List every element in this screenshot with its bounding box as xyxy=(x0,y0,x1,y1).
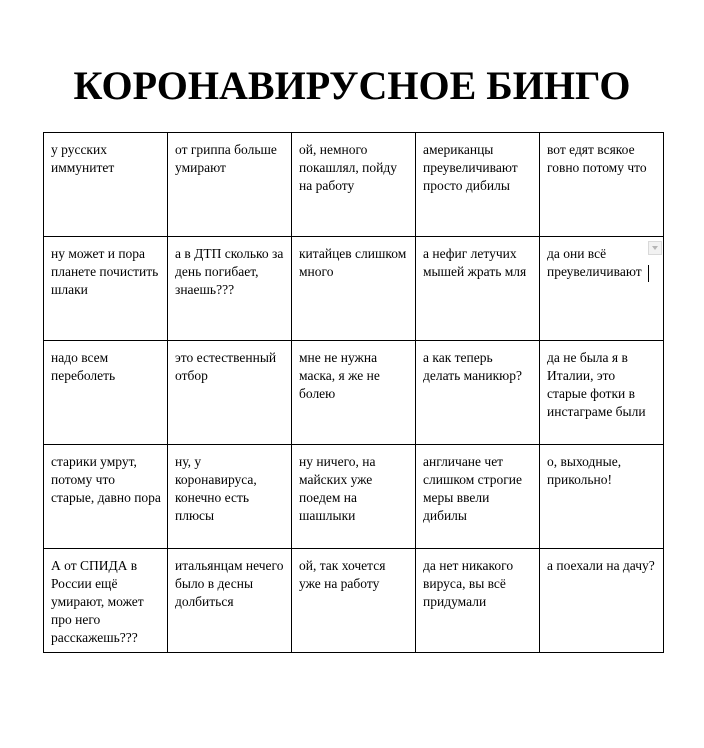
bingo-cell-text: вот едят всякое говно потому что xyxy=(547,142,647,175)
bingo-cell-text: ну, у коронавируса, конечно есть плюсы xyxy=(175,454,257,523)
bingo-cell-text: от гриппа больше умирают xyxy=(175,142,277,175)
bingo-row xyxy=(44,341,664,445)
bingo-cell-text: а поехали на дачу? xyxy=(547,558,655,573)
bingo-cell[interactable] xyxy=(416,445,540,549)
bingo-cell[interactable] xyxy=(168,341,292,445)
bingo-cell-text: старики умрут, потому что старые, давно пора xyxy=(51,454,161,505)
bingo-cell-text: А от СПИДА в России ещё умирают, может про него расскажешь??? xyxy=(51,558,144,645)
bingo-cell-text: итальянцам нечего было в десны долбиться xyxy=(175,558,284,609)
bingo-cell[interactable] xyxy=(416,341,540,445)
bingo-cell[interactable] xyxy=(44,341,168,445)
bingo-cell-text: англичане чет слишком строгие меры ввели дибилы xyxy=(423,454,522,523)
bingo-cell[interactable] xyxy=(44,133,168,237)
page-title: КОРОНАВИРУСНОЕ БИНГО xyxy=(73,63,631,108)
bingo-cell[interactable] xyxy=(44,549,168,653)
bingo-cell[interactable] xyxy=(416,237,540,341)
bingo-cell[interactable] xyxy=(292,133,416,237)
bingo-cell-text: да не была я в Италии, это старые фотки в инстаграме были xyxy=(547,350,646,419)
bingo-cell[interactable] xyxy=(540,549,664,653)
bingo-cell-text: да они всё преувеличивают xyxy=(547,246,642,279)
bingo-cell[interactable] xyxy=(292,237,416,341)
bingo-cell[interactable] xyxy=(416,133,540,237)
bingo-row xyxy=(44,237,664,341)
bingo-cell-text: ой, немного покашлял, пойду на работу xyxy=(299,142,397,193)
bingo-cell[interactable] xyxy=(168,445,292,549)
bingo-cell-text: ну ничего, на майских уже поедем на шашлыки xyxy=(299,454,376,523)
bingo-cell[interactable] xyxy=(168,133,292,237)
bingo-row xyxy=(44,445,664,549)
bingo-cell[interactable] xyxy=(540,237,664,341)
text-cursor xyxy=(648,265,649,282)
bingo-cell[interactable] xyxy=(168,237,292,341)
bingo-cell-text: ну может и пора планете почистить шлаки xyxy=(51,246,159,297)
bingo-cell-text: мне не нужна маска, я же не болею xyxy=(299,350,380,401)
bingo-cell-text: а в ДТП сколько за день погибает, знаешь??? xyxy=(175,246,284,297)
bingo-grid xyxy=(43,132,664,653)
bingo-cell[interactable] xyxy=(540,133,664,237)
bingo-cell[interactable] xyxy=(416,549,540,653)
bingo-cell[interactable] xyxy=(292,341,416,445)
bingo-cell-text: да нет никакого вируса, вы всё придумали xyxy=(423,558,514,609)
bingo-cell[interactable] xyxy=(168,549,292,653)
chevron-down-icon[interactable] xyxy=(648,241,662,255)
bingo-cell[interactable] xyxy=(292,549,416,653)
bingo-cell[interactable] xyxy=(540,341,664,445)
bingo-cell-text: надо всем переболеть xyxy=(51,350,116,383)
bingo-cell[interactable] xyxy=(44,445,168,549)
bingo-cell-text: китайцев слишком много xyxy=(299,246,407,279)
bingo-row xyxy=(44,549,664,653)
bingo-cell[interactable] xyxy=(292,445,416,549)
bingo-cell-text: американцы преувеличивают просто дибилы xyxy=(423,142,518,193)
bingo-row xyxy=(44,133,664,237)
bingo-cell[interactable] xyxy=(44,237,168,341)
bingo-cell[interactable] xyxy=(540,445,664,549)
bingo-cell-text: о, выходные, прикольно! xyxy=(547,454,622,487)
bingo-cell-text: а нефиг летучих мышей жрать мля xyxy=(423,246,527,279)
bingo-cell-text: ой, так хочется уже на работу xyxy=(299,558,386,591)
bingo-cell-text: это естественный отбор xyxy=(175,350,277,383)
bingo-cell-text: а как теперь делать маникюр? xyxy=(423,350,522,383)
bingo-cell-text: у русских иммунитет xyxy=(51,142,115,175)
